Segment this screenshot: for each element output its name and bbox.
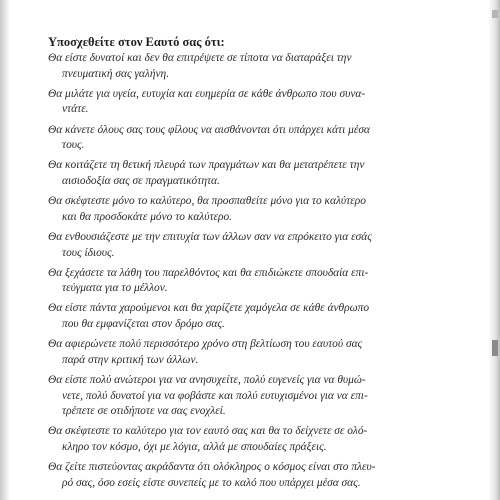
page-gutter-shadow xyxy=(0,0,10,500)
promise-item xyxy=(48,373,468,420)
promise-item xyxy=(48,266,468,297)
promise-item xyxy=(48,51,468,82)
promise-continuation: ρό σας, όσο εσείς είστε συνεπείς με το καλό που υπάρχει μέσα σας. xyxy=(62,476,361,489)
promise-continuation: κληρο τον κόσμο, όχι με λόγια, αλλά με σπουδαίες πράξεις. xyxy=(62,441,327,453)
promise-item xyxy=(48,123,468,154)
promise-item xyxy=(48,158,468,189)
edge-mark xyxy=(492,340,498,356)
promise-continuation: τους. xyxy=(62,139,85,152)
promise-continuation: αισιοδοξία σας σε πραγματικότητα. xyxy=(62,174,220,187)
promise-line: Θα ξεχάσετε τα λάθη του παρελθόντος και θα επιδιώκετε σπουδαία επι- xyxy=(48,266,369,279)
page-edge-marks xyxy=(492,0,498,500)
promise-item xyxy=(48,337,468,368)
promise-line: Θα κάνετε όλους σας τους φίλους να αισθάνονται ότι υπάρχει κάτι μέσα xyxy=(48,123,370,136)
promise-line: Θα αφιερώνετε πολύ περισσότερο χρόνο στη βελτίωση του εαυτού σας xyxy=(48,338,363,351)
promise-continuation: τους ίδιους. xyxy=(62,246,115,259)
edge-mark xyxy=(492,10,498,18)
promise-item xyxy=(48,460,468,491)
promise-continuation: ντάτε. xyxy=(62,103,89,116)
promise-item xyxy=(48,194,468,225)
promise-continuation: τεύγματα για το μέλλον. xyxy=(62,282,168,295)
promise-line: Θα σκέφτεστε το καλύτερο για τον εαυτό σας και θα το δείχνετε σε ολό- xyxy=(48,425,368,438)
promise-line: Θα ζείτε πιστεύοντας ακράδαντα ότι ολόκληρος ο κόσμος είναι στο πλευ- xyxy=(48,461,376,474)
promise-continuation: πνευματική σας γαλήνη. xyxy=(62,67,170,80)
promise-line: Θα μιλάτε για υγεία, ευτυχία και ευημερία σε κάθε άνθρωπο που συνα- xyxy=(48,87,366,100)
text-block xyxy=(48,34,468,496)
promise-item xyxy=(48,87,468,118)
page-title: Υποσχεθείτε στον Εαυτό σας ότι: xyxy=(48,35,225,49)
promise-continuation: τρέπετε σε οτιδήποτε να σας ενοχλεί. xyxy=(62,405,226,418)
promise-item xyxy=(48,230,468,261)
promise-line: Θα σκέφτεστε μόνο το καλύτερο, θα προσπαθείτε μόνο για το καλύτερο xyxy=(48,195,366,208)
promise-line: Θα ενθουσιάζεστε με την επιτυχία των άλλων σαν να επρόκειτο για εσάς xyxy=(48,230,372,243)
promise-line: Θα είστε δυνατοί και δεν θα επιτρέψετε σε τίποτα να διαταράξει την xyxy=(48,52,352,64)
promise-item xyxy=(48,301,468,332)
promise-item xyxy=(48,424,468,455)
promise-line: Θα κοιτάζετε τη θετική πλευρά των πραγμάτων και θα μετατρέπετε την xyxy=(48,159,365,172)
promise-continuation: παρά στην κριτική των άλλων. xyxy=(62,353,199,366)
promise-continuation: νετε, πολύ δυνατοί για να φοβάστε και πολύ ευτυχισμένοι για να επι- xyxy=(62,389,368,402)
promise-continuation: και θα προσδοκάτε μόνο το καλύτερο. xyxy=(62,210,233,223)
promise-continuation: που θα εμφανίζεται στον δρόμο σας. xyxy=(62,318,225,331)
promise-line: Θα είστε πάντα χαρούμενοι και θα χαρίζετε χαμόγελα σε κάθε άνθρωπο xyxy=(48,302,370,315)
promise-line: Θα είστε πολύ ανώτεροι για να ανησυχείτε, πολύ ευγενείς για να θυμώ- xyxy=(48,374,366,387)
